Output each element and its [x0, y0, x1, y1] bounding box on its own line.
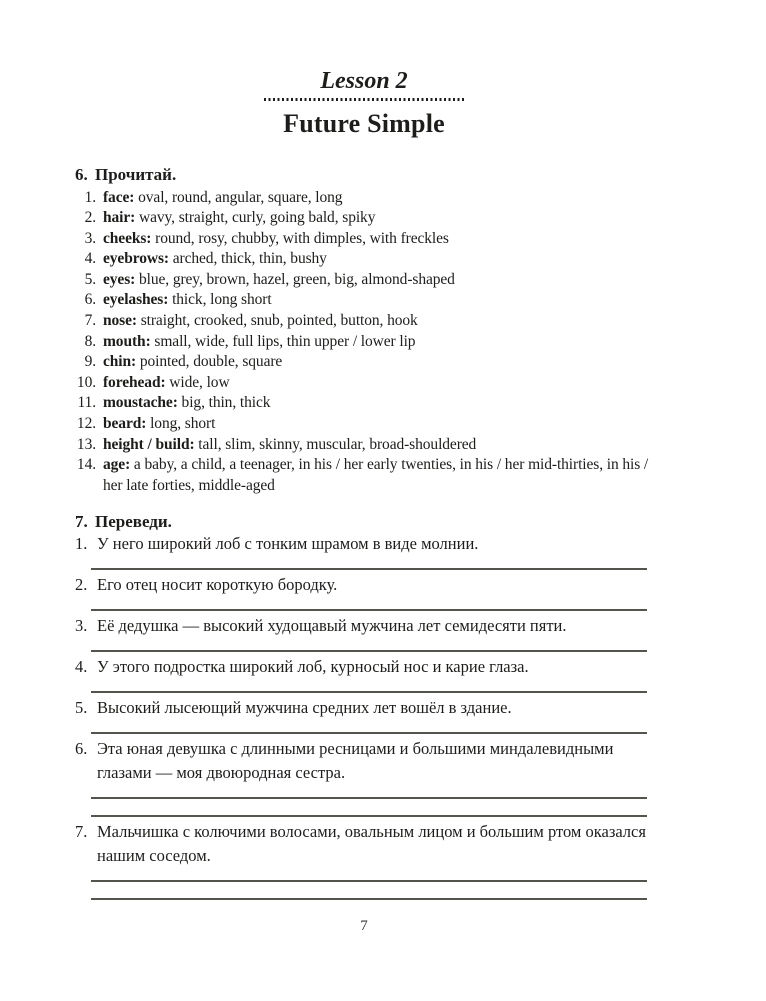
vocab-term: face: [103, 188, 135, 206]
exercise-number: 6. [75, 164, 88, 184]
vocab-item [75, 290, 653, 311]
item-text [103, 249, 653, 270]
vocab-term: eyelashes: [103, 291, 169, 309]
page-header [75, 68, 653, 139]
vocab-term: cheeks: [103, 229, 152, 247]
item-text [103, 188, 653, 209]
answer-blank-line [91, 597, 647, 611]
translation-item [75, 696, 653, 734]
item-text [103, 270, 653, 291]
exercise-number: 7. [75, 512, 88, 532]
item-number: 5. [84, 270, 96, 288]
vocab-values: thick, long short [168, 291, 272, 309]
vocab-item [75, 208, 653, 229]
item-number: 12. [76, 415, 96, 433]
page-number: 7 [360, 918, 368, 935]
sentence: У этого подростка широкий лоб, курносый нос и карие глаза. [97, 657, 529, 677]
item-number: 2. [75, 575, 88, 595]
vocab-item [75, 455, 653, 496]
item-text [103, 290, 653, 311]
answer-blank-line [91, 720, 647, 734]
vocab-term: beard: [103, 415, 147, 433]
item-number: 6. [84, 291, 96, 309]
vocab-item [75, 414, 653, 435]
item-text [103, 229, 653, 250]
vocab-item [75, 311, 653, 332]
translation-item [75, 737, 653, 817]
item-text [103, 455, 653, 496]
item-text [103, 373, 653, 394]
vocab-item [75, 435, 653, 456]
item-number: 11. [77, 394, 96, 412]
vocab-values: long, short [146, 415, 216, 433]
exercise-6-heading [75, 165, 653, 185]
exercise-7-heading [75, 512, 653, 532]
dotted-divider [264, 98, 464, 101]
vocab-item [75, 352, 653, 373]
vocab-term: chin: [103, 353, 137, 371]
vocab-item [75, 249, 653, 270]
vocab-term: eyes: [103, 270, 136, 288]
vocab-item [75, 270, 653, 291]
translation-item [75, 532, 653, 570]
vocab-values: wide, low [165, 373, 230, 391]
vocab-term: moustache: [103, 394, 178, 412]
vocab-item [75, 393, 653, 414]
item-number: 4. [84, 250, 96, 268]
item-number: 13. [76, 435, 96, 453]
vocab-item [75, 188, 653, 209]
vocab-item [75, 373, 653, 394]
vocab-item [75, 229, 653, 250]
exercise-6 [75, 165, 653, 497]
item-text [103, 352, 653, 373]
exercise-title: Прочитай. [95, 164, 177, 184]
item-number: 5. [75, 698, 88, 718]
item-number: 2. [84, 209, 96, 227]
topic-title: Future Simple [283, 108, 445, 138]
vocab-term: mouth: [103, 332, 151, 350]
item-text [103, 393, 653, 414]
answer-blank-line [91, 638, 647, 652]
vocab-term: hair: [103, 209, 136, 227]
item-text [103, 311, 653, 332]
sentence: Его отец носит короткую бородку. [97, 575, 338, 595]
item-number: 1. [75, 534, 88, 554]
vocab-values: wavy, straight, curly, going bald, spiky [135, 209, 376, 227]
vocab-item [75, 332, 653, 353]
item-text [103, 414, 653, 435]
item-text [103, 332, 653, 353]
item-number: 8. [84, 332, 96, 350]
item-number: 10. [76, 373, 96, 391]
sentence: У него широкий лоб с тонким шрамом в виде молнии. [97, 534, 479, 554]
vocab-term: nose: [103, 312, 137, 330]
translation-item [75, 573, 653, 611]
sentence: Эта юная девушка с длинными ресницами и большими миндалевидными глазами — моя двоюродная сестра. [97, 739, 614, 783]
answer-blank-line [91, 556, 647, 570]
vocab-values: blue, grey, brown, hazel, green, big, almond-shaped [135, 270, 455, 288]
item-number: 7. [75, 822, 88, 842]
exercise-7 [75, 512, 653, 900]
answer-blank-line [91, 785, 647, 799]
item-number: 7. [84, 312, 96, 330]
vocab-values: pointed, double, square [136, 353, 283, 371]
vocab-values: tall, slim, skinny, muscular, broad-shouldered [194, 435, 477, 453]
vocab-values: arched, thick, thin, bushy [168, 250, 327, 268]
exercise-title: Переведи. [95, 512, 172, 532]
vocab-values: small, wide, full lips, thin upper / lower lip [150, 332, 416, 350]
vocab-term: height / build: [103, 435, 195, 453]
answer-blank-line [91, 868, 647, 882]
answer-blank-line [91, 882, 647, 900]
sentence: Её дедушка — высокий худощавый мужчина лет семидесяти пяти. [97, 616, 567, 636]
answer-blank-line [91, 799, 647, 817]
item-number: 9. [84, 353, 96, 371]
vocab-values: big, thin, thick [177, 394, 271, 412]
vocab-term: eyebrows: [103, 250, 169, 268]
vocab-values: round, rosy, chubby, with dimples, with freckles [151, 229, 449, 247]
lesson-title: Lesson 2 [320, 68, 408, 94]
item-number: 3. [75, 616, 88, 636]
translation-item [75, 655, 653, 693]
item-text [103, 208, 653, 229]
vocab-values: straight, crooked, snub, pointed, button, hook [136, 312, 418, 330]
item-number: 3. [84, 229, 96, 247]
vocab-values: oval, round, angular, square, long [134, 188, 343, 206]
vocab-term: age: [103, 456, 131, 474]
vocabulary-list [75, 188, 653, 497]
item-number: 4. [75, 657, 88, 677]
item-number: 14. [76, 456, 96, 474]
item-text [103, 435, 653, 456]
item-number: 1. [84, 188, 96, 206]
translation-item [75, 820, 653, 900]
sentence: Мальчишка с колючими волосами, овальным лицом и большим ртом оказался нашим соседом. [97, 822, 646, 866]
vocab-term: forehead: [103, 373, 166, 391]
vocab-values: a baby, a child, a teenager, in his / her early twenties, in his / her mid-thirties, in his / her late forties, middle-aged [103, 456, 649, 494]
sentence: Высокий лысеющий мужчина средних лет вошёл в здание. [97, 698, 512, 718]
translation-item [75, 614, 653, 652]
item-number: 6. [75, 739, 88, 759]
page-content [75, 68, 653, 935]
answer-blank-line [91, 679, 647, 693]
